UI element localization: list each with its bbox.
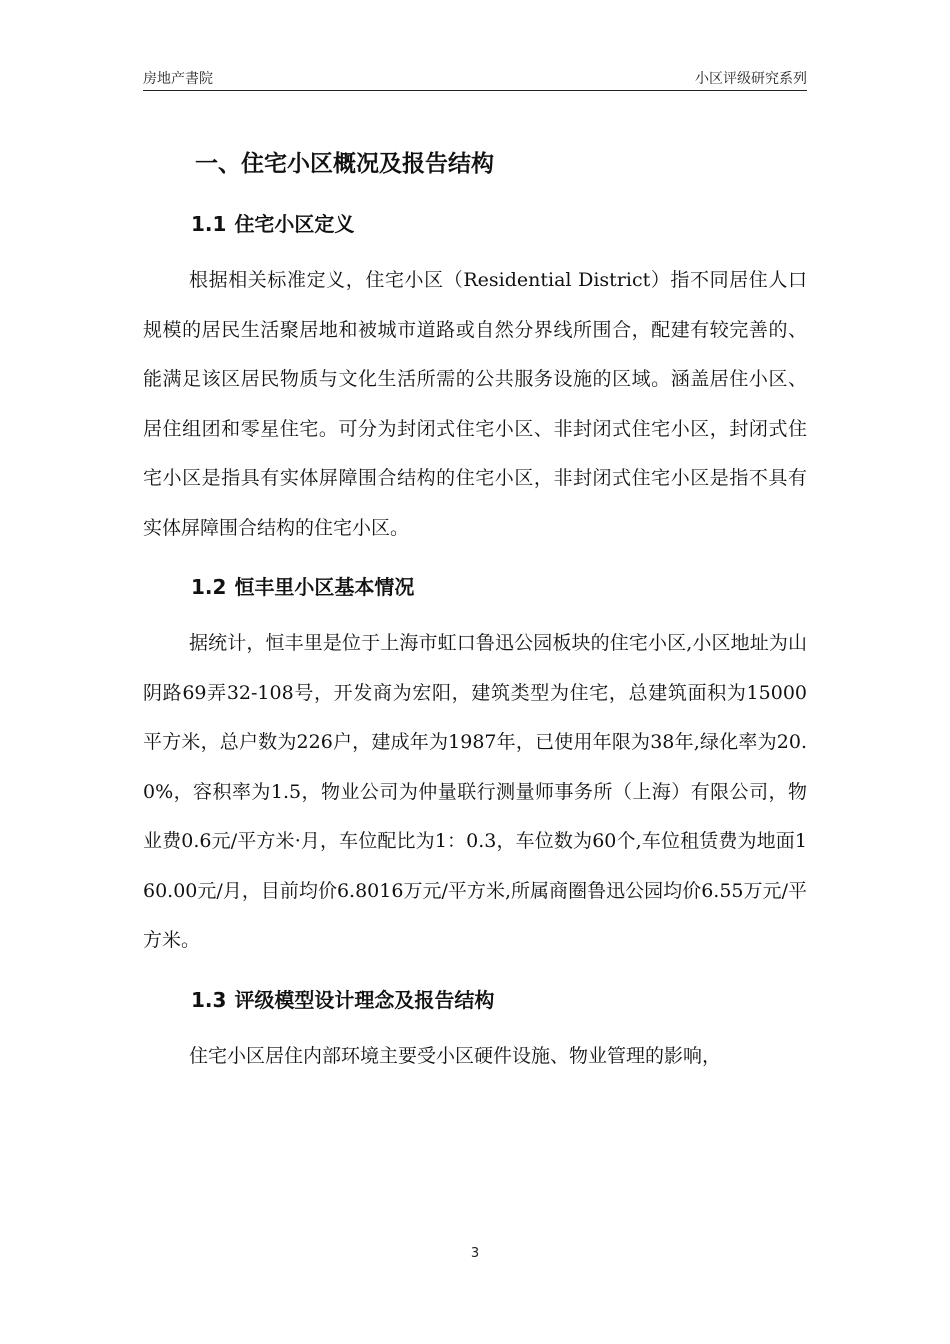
- header-series-title: 小区评级研究系列: [695, 71, 807, 87]
- section-title: 恒丰里小区基本情况: [234, 575, 415, 599]
- page-number: 3: [470, 1246, 480, 1261]
- section-number: 1.1: [191, 212, 227, 236]
- section-paragraph-1-1: 根据相关标准定义，住宅小区（Residential District）指不同居住人口规模的居民生活聚居地和被城市道路或自然分界线所围合，配建有较完善的、能满足该区居民物质与文化生活所需的公共服务设施的区域。涵盖居住小区、居住组团和零星住宅。可分为封闭式住宅小区、非封闭式住宅小区，封闭式住宅小区是指具有实体屏障围合结构的住宅小区，非封闭式住宅小区是指不具有实体屏障围合结构的住宅小区。: [143, 269, 807, 539]
- section-heading-1-2: [191, 567, 807, 607]
- document-body: [143, 138, 807, 1081]
- section-paragraph-1-2: 据统计，恒丰里是位于上海市虹口鲁迅公园板块的住宅小区,小区地址为山阴路69弄32-108号，开发商为宏阳，建筑类型为住宅，总建筑面积为15000平方米，总户数为226户，建成年为1987年，已使用年限为38年,绿化率为20.0%，容积率为1.5，物业公司为仲量联行测量师事务所（上海）有限公司，物业费0.6元/平方米·月，车位配比为1：0.3，车位数为60个,车位租赁费为地面160.00元/月，目前均价6.8016万元/平方米,所属商圈鲁迅公园均价6.55万元/平方米。: [143, 632, 807, 951]
- section-paragraph-1-3: 住宅小区居住内部环境主要受小区硬件设施、物业管理的影响，: [189, 1044, 722, 1067]
- section-number: 1.3: [191, 987, 227, 1012]
- page-header: [143, 64, 807, 91]
- chapter-title: 一、住宅小区概况及报告结构: [195, 151, 494, 177]
- header-publisher: 房地产書院: [143, 71, 213, 87]
- section-number: 1.2: [191, 575, 227, 599]
- section-heading-1-3: [191, 980, 807, 1020]
- section-heading-1-1: [191, 204, 807, 244]
- section-title: 评级模型设计理念及报告结构: [234, 987, 495, 1012]
- section-title: 住宅小区定义: [234, 212, 355, 236]
